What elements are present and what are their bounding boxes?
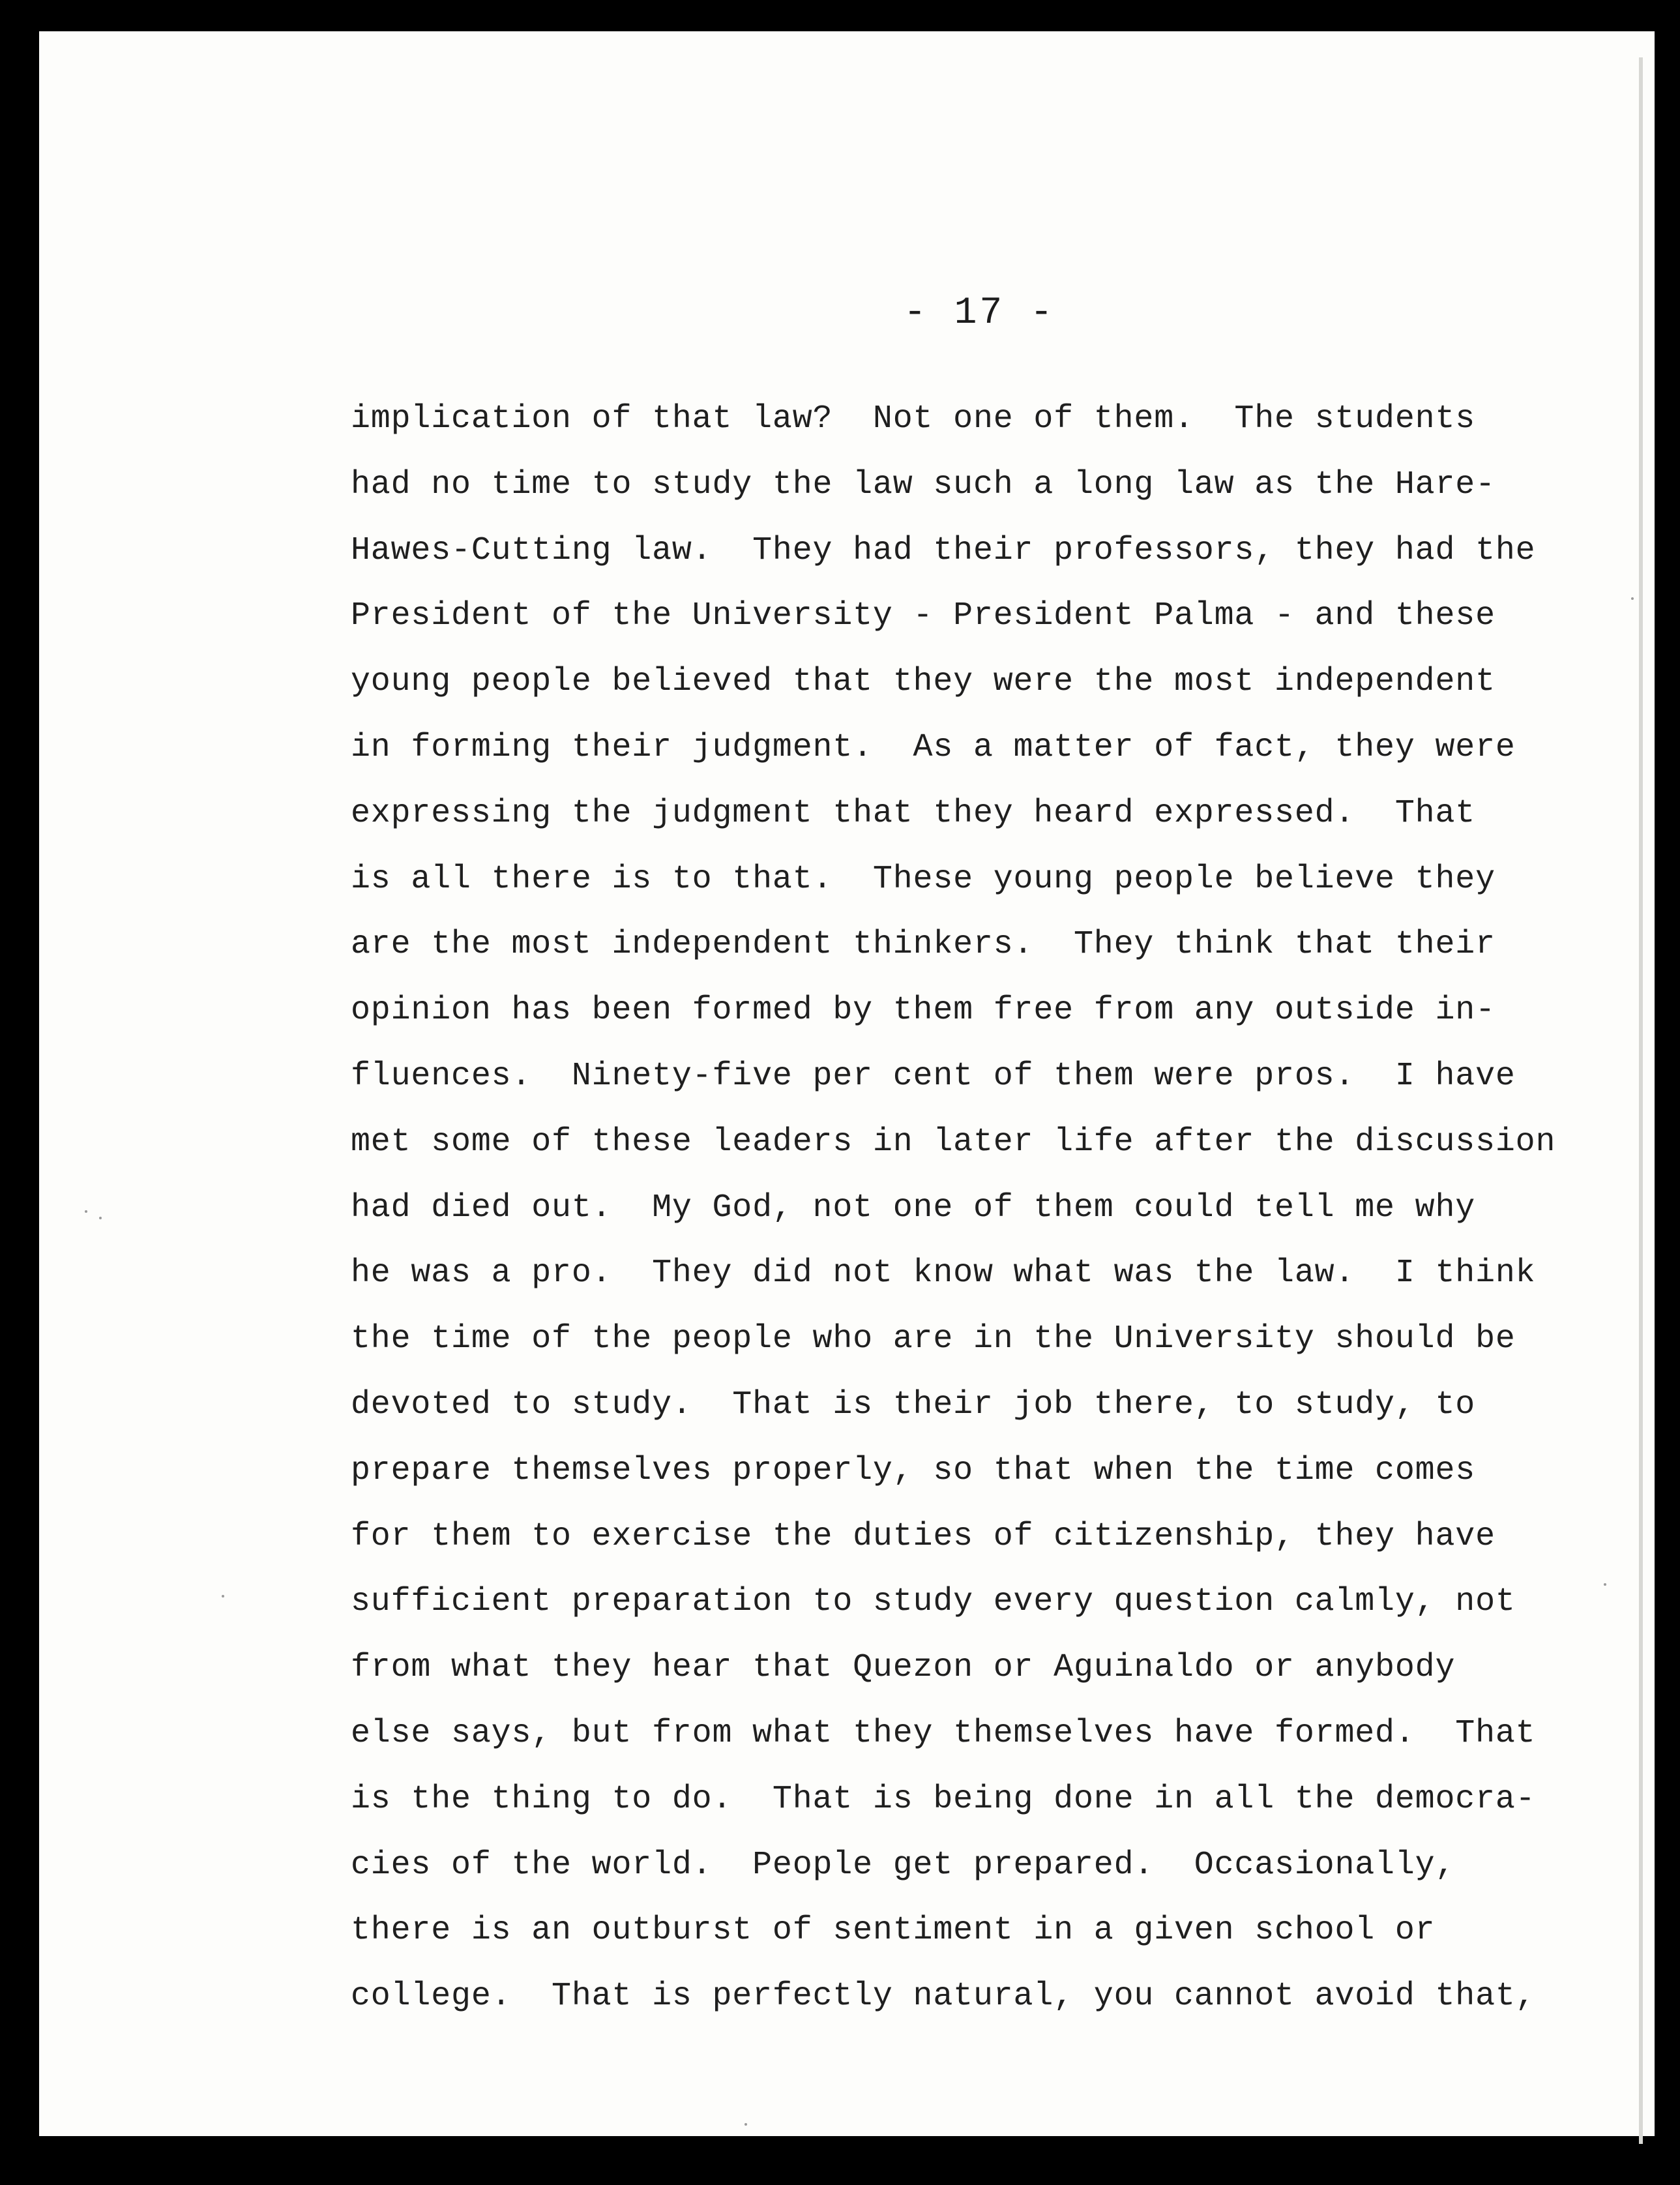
text-line: sufficient preparation to study every question calmly, not: [351, 1583, 1516, 1621]
text-line: cies of the world. People get prepared. Occasionally,: [351, 1846, 1456, 1884]
text-line: Hawes-Cutting law. They had their professors, they had the: [351, 531, 1536, 569]
paper-speck: [85, 1210, 87, 1213]
paper-speck: [1604, 1583, 1606, 1586]
text-line: he was a pro. They did not know what was the law. I think: [351, 1255, 1536, 1292]
text-line: fluences. Ninety-five per cent of them were pros. I have: [351, 1057, 1516, 1095]
text-line: devoted to study. That is their job there, to study, to: [351, 1386, 1476, 1423]
text-line: implication of that law? Not one of them. The students: [351, 400, 1476, 438]
text-line: from what they hear that Quezon or Aguinaldo or anybody: [351, 1649, 1456, 1687]
text-line: met some of these leaders in later life after the discussion: [351, 1123, 1556, 1161]
document-page: [39, 31, 1655, 2136]
text-line: the time of the people who are in the University should be: [351, 1320, 1516, 1358]
paper-speck: [744, 2123, 747, 2126]
page-edge-shadow: [1639, 57, 1643, 2144]
text-line: opinion has been formed by them free from any outside in-: [351, 992, 1496, 1030]
text-line: prepare themselves properly, so that when the time comes: [351, 1451, 1476, 1489]
text-line: are the most independent thinkers. They think that their: [351, 926, 1496, 964]
text-line: college. That is perfectly natural, you cannot avoid that,: [351, 1978, 1536, 2015]
text-line: is the thing to do. That is being done in all the democra-: [351, 1780, 1536, 1818]
text-line: young people believed that they were the most independent: [351, 663, 1496, 701]
text-line: for them to exercise the duties of citizenship, they have: [351, 1517, 1496, 1555]
paper-speck: [222, 1595, 224, 1598]
paper-speck: [1631, 597, 1634, 600]
text-line: is all there is to that. These young people believe they: [351, 860, 1496, 898]
text-line: in forming their judgment. As a matter of fact, they were: [351, 728, 1516, 766]
paper-speck: [99, 1217, 102, 1219]
text-line: had no time to study the law such a long law as the Hare-: [351, 466, 1496, 503]
text-line: expressing the judgment that they heard expressed. That: [351, 794, 1476, 832]
page-number: - 17 -: [904, 292, 1055, 334]
text-line: else says, but from what they themselves have formed. That: [351, 1714, 1536, 1752]
text-line: President of the University - President Palma - and these: [351, 597, 1496, 635]
text-line: had died out. My God, not one of them could tell me why: [351, 1189, 1476, 1226]
typed-body-text: [351, 387, 1576, 2030]
text-line: there is an outburst of sentiment in a given school or: [351, 1912, 1436, 1950]
